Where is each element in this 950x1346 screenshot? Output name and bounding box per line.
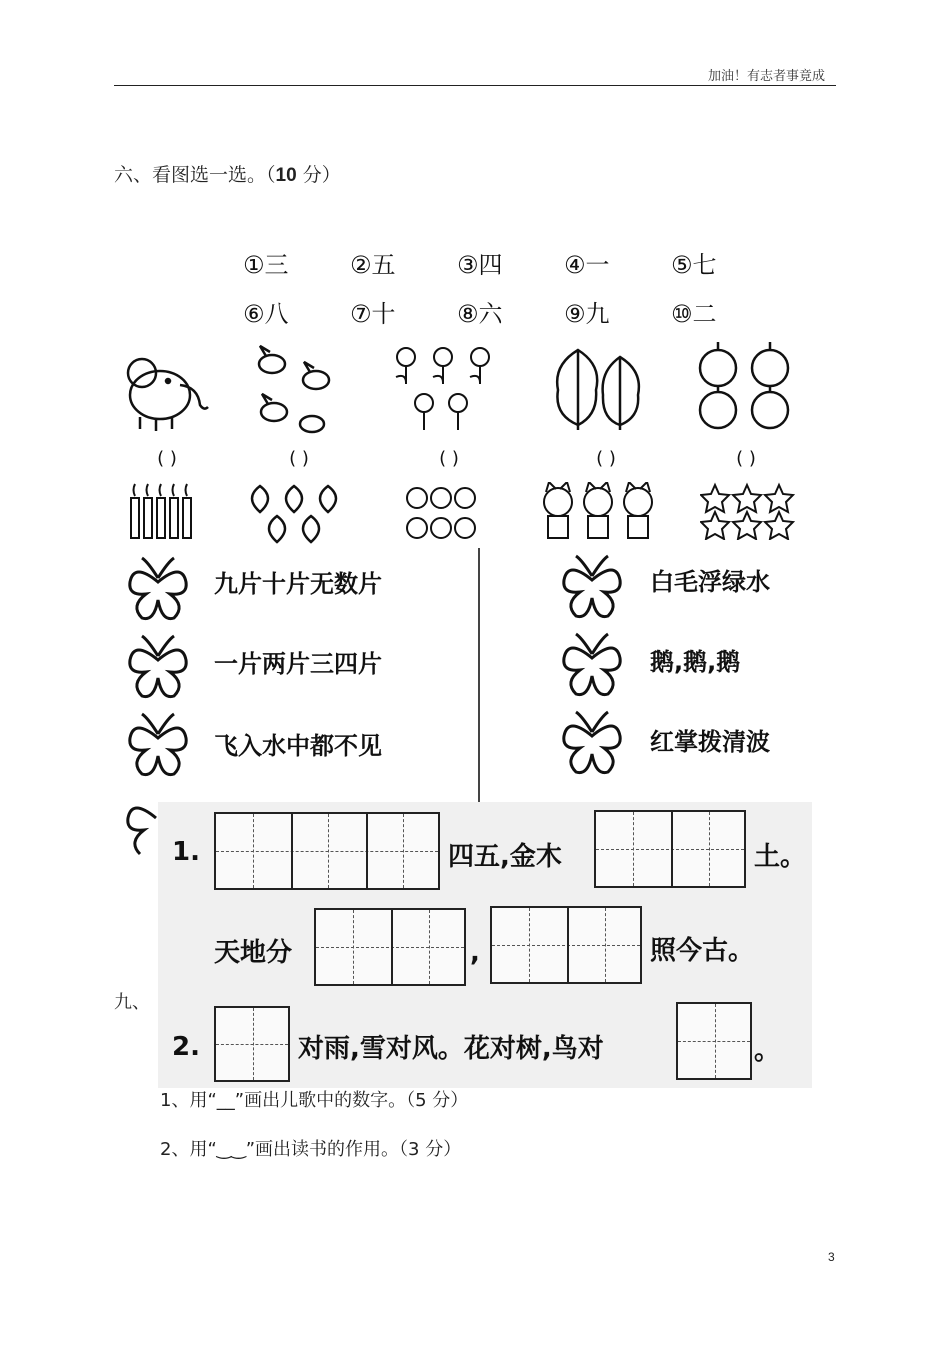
answer-paren-3[interactable]: ( ) [439,448,459,469]
leaf-shapes-icon [242,484,352,544]
blank-text-5: 照今古。 [650,936,755,966]
section-title [114,160,341,187]
option-2: ②五 [350,251,396,279]
answer-paren-2[interactable]: ( ) [289,448,309,469]
butterfly-icon[interactable] [558,554,626,626]
elephant-icon [120,345,210,435]
option-7: ⑦十 [350,300,396,328]
section-title-text: 六、看图选一选。（ [114,164,276,186]
blank-boxes-5[interactable] [214,1006,290,1082]
blank-boxes-6[interactable] [676,1002,752,1080]
section-score: 10 [275,165,297,186]
blank-boxes-3[interactable] [314,908,466,986]
verse-right-3: 红掌拨清波 [650,728,770,756]
verse-right-1: 白毛浮绿水 [650,568,770,596]
blank-text-2: 土。 [754,842,807,872]
item-number-1: 1. [172,837,200,867]
stars-icon [700,482,795,540]
option-8: ⑧六 [457,300,503,328]
option-6: ⑥八 [243,300,289,328]
header-motto: 加油！有志者事竟成 [708,69,826,84]
butterfly-icon[interactable] [558,632,626,704]
option-4: ④一 [564,251,610,279]
candles-icon [128,482,193,542]
option-10: ⑩二 [671,300,717,328]
blank-text-4: , [470,938,480,968]
answer-paren-1[interactable]: ( ) [157,448,177,469]
cats-icon [540,482,660,542]
birds-icon [250,340,340,440]
flowers-icon [388,345,498,435]
question-2: 2、用“‿‿”画出读书的作用。（3 分） [160,1139,462,1160]
option-5: ⑤七 [671,251,717,279]
section-score-suffix: 分） [296,164,341,186]
butterfly-icon[interactable] [124,712,192,784]
apples-icon [695,340,795,432]
verse-right-2: 鹅,鹅,鹅 [650,648,741,676]
verse-left-3: 飞入水中都不见 [214,732,382,760]
strawberries-icon [405,484,485,544]
question-1: 1、用“__”画出儿歌中的数字。（5 分） [160,1090,469,1111]
option-1: ①三 [243,251,289,279]
item-number-2: 2. [172,1032,200,1062]
verse-left-2: 一片两片三四片 [214,650,382,678]
option-3: ③四 [457,251,503,279]
blank-text-1: 四五,金木 [448,842,562,872]
butterfly-icon[interactable] [124,556,192,628]
blank-boxes-1[interactable] [214,812,440,890]
blank-text-7: 。 [754,1036,781,1066]
blank-boxes-4[interactable] [490,906,642,984]
page-number: 3 [828,1250,835,1264]
butterfly-icon[interactable] [558,710,626,782]
answer-paren-4[interactable]: ( ) [596,448,616,469]
match-divider [478,548,480,808]
leaves-icon [548,345,648,430]
fill-blanks-panel [158,802,812,1088]
answer-paren-5[interactable]: ( ) [736,448,756,469]
section9-label: 九、 [114,992,150,1013]
verse-left-1: 九片十片无数片 [214,570,382,598]
blank-text-6: 对雨,雪对风。花对树,鸟对 [298,1034,604,1064]
blank-boxes-2[interactable] [594,810,746,888]
option-9: ⑨九 [564,300,610,328]
blank-text-3: 天地分 [214,938,293,968]
header-divider [114,85,836,86]
butterfly-icon[interactable] [124,634,192,706]
